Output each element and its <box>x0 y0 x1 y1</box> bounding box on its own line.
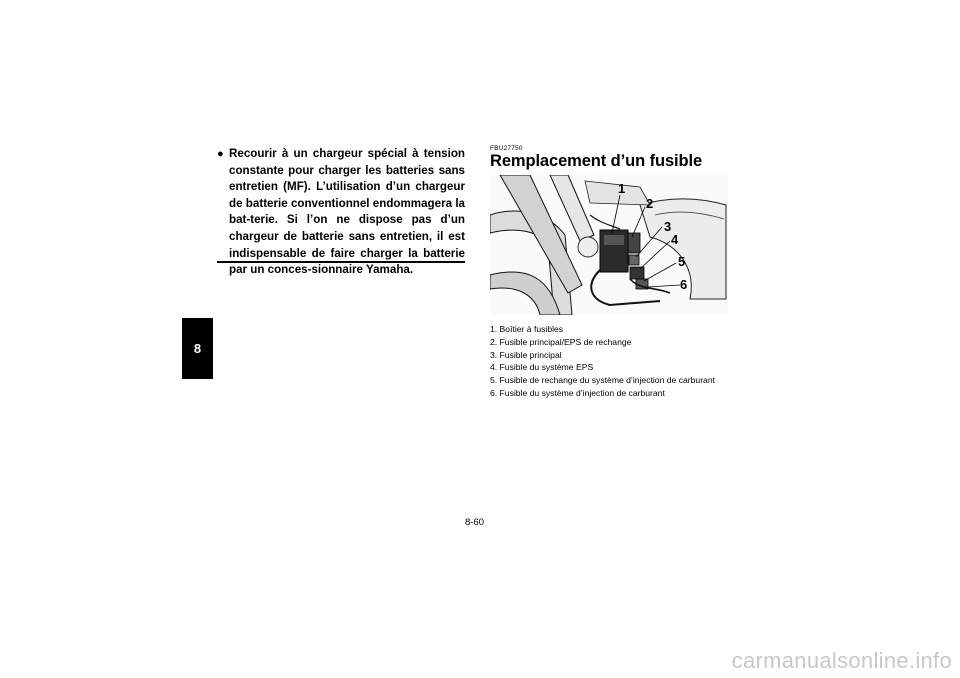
section-title: Remplacement d’un fusible <box>490 152 703 170</box>
legend-item: 2. Fusible principal/EPS de rechange <box>490 336 632 347</box>
chapter-tab <box>182 318 213 379</box>
legend-item: 6. Fusible du système d’injection de carburant <box>490 387 665 398</box>
warning-item <box>217 146 465 279</box>
legend-item: 5. Fusible de rechange du système d’injection de carburant <box>490 375 716 386</box>
page-number: 8-60 <box>465 517 485 528</box>
legend-item: 3. Fusible principal <box>490 349 562 360</box>
fuse-box-drawing <box>490 175 728 315</box>
section-code: FBU27750 <box>490 145 523 152</box>
legend-item: 4. Fusible du système EPS <box>490 362 594 373</box>
warning-text: Recourir à un chargeur spécial à tension constante pour charger les batteries sans entretien (MF). L’utilisation d’un chargeur de batterie conventionnel endommagera la bat-terie. Si l’on ne dispose pas d’un chargeur de batterie sans entretien, il est indispensable de faire charger la batterie par un conces-sionnaire Yamaha. <box>229 147 465 277</box>
fuse-box-illustration <box>490 175 728 315</box>
legend-item: 1. Boîtier à fusibles <box>490 324 564 334</box>
site-watermark[interactable]: carmanualsonline.info <box>731 648 952 673</box>
figure-legend <box>490 323 715 400</box>
bullet-icon: ● <box>217 148 224 160</box>
warning-divider <box>217 261 465 263</box>
callout-5: 5 <box>678 254 686 269</box>
callout-1: 1 <box>618 181 626 196</box>
callout-6: 6 <box>680 277 688 292</box>
callout-3: 3 <box>664 219 672 234</box>
warning-block <box>217 146 465 279</box>
chapter-number: 8 <box>193 341 202 356</box>
callout-2: 2 <box>646 196 654 211</box>
callout-4: 4 <box>671 232 679 247</box>
